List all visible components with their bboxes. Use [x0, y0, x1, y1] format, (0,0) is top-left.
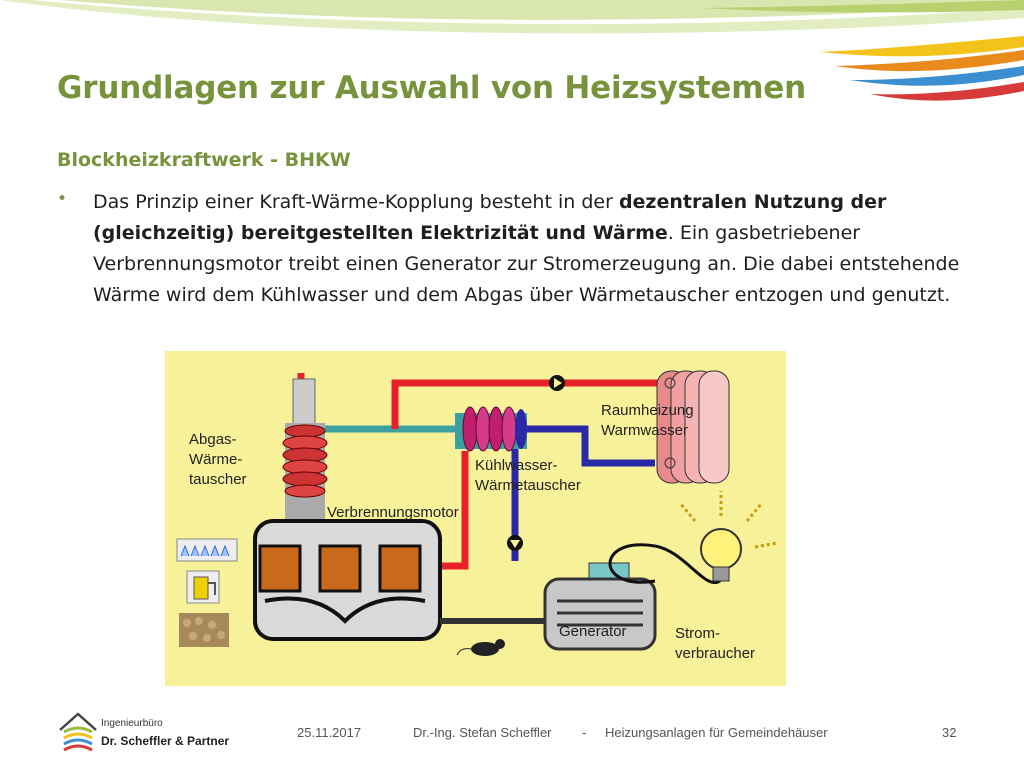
- combustion-engine-icon: [255, 521, 440, 639]
- bullet-item: [93, 187, 963, 311]
- bullet-text-bold: dezentralen Nutzung der (gleichzeitig) bereitgestellten Elektrizität und Wärme: [93, 191, 887, 244]
- fuel-pump-icon: [187, 571, 219, 603]
- wood-pellets-icon: [179, 613, 229, 647]
- footer-author: Dr.-Ing. Stefan Scheffler: [413, 725, 552, 740]
- footer-separator: -: [582, 725, 587, 740]
- bullet-marker: •: [57, 189, 68, 209]
- coolant-heat-exchanger-icon: [455, 407, 527, 451]
- label-generator: Generator: [559, 623, 627, 640]
- label-strom: Strom-: [675, 625, 720, 642]
- footer-topic: Heizungsanlagen für Gemeindehäuser: [605, 725, 828, 740]
- bullet-text-part2: . Ein gasbetriebener Verbrennungsmotor treibt einen Generator zur Stromerzeugung an. Die dabei entstehende Wärme wird dem Kühlwasser und dem Abgas über Wärmetauscher entzogen und genutzt.: [93, 222, 960, 306]
- slide-title: Grundlagen zur Auswahl von Heizsystemen: [57, 70, 806, 106]
- logo-company-name: Dr. Scheffler & Partner: [101, 734, 230, 748]
- label-verbrennungsmotor: Verbrennungsmotor: [327, 504, 459, 521]
- label-verbraucher: verbraucher: [675, 645, 756, 662]
- label-warmwasser: Warmwasser: [601, 422, 688, 439]
- label-kuehlwasser: Kühlwasser-: [475, 457, 558, 474]
- bullet-text-part1: Das Prinzip einer Kraft-Wärme-Kopplung besteht in der: [93, 191, 619, 213]
- slide-subtitle: Blockheizkraftwerk - BHKW: [57, 149, 351, 171]
- label-abgas-2: Wärme-: [189, 451, 243, 468]
- label-raumheizung: Raumheizung: [601, 402, 694, 419]
- logo-subtitle: Ingenieurbüro: [101, 718, 163, 729]
- slide-footer: [0, 700, 1024, 768]
- footer-page-number: 32: [942, 725, 957, 740]
- company-logo-icon: [56, 708, 100, 752]
- label-abgas-1: Abgas-: [189, 431, 237, 448]
- gas-flame-icon: [177, 539, 237, 561]
- label-waermetauscher: Wärmetauscher: [475, 477, 581, 494]
- header-swoosh-decoration: [0, 0, 1024, 130]
- footer-date: 25.11.2017: [297, 725, 362, 740]
- label-abgas-3: tauscher: [189, 471, 247, 488]
- bhkw-diagram: [165, 351, 786, 686]
